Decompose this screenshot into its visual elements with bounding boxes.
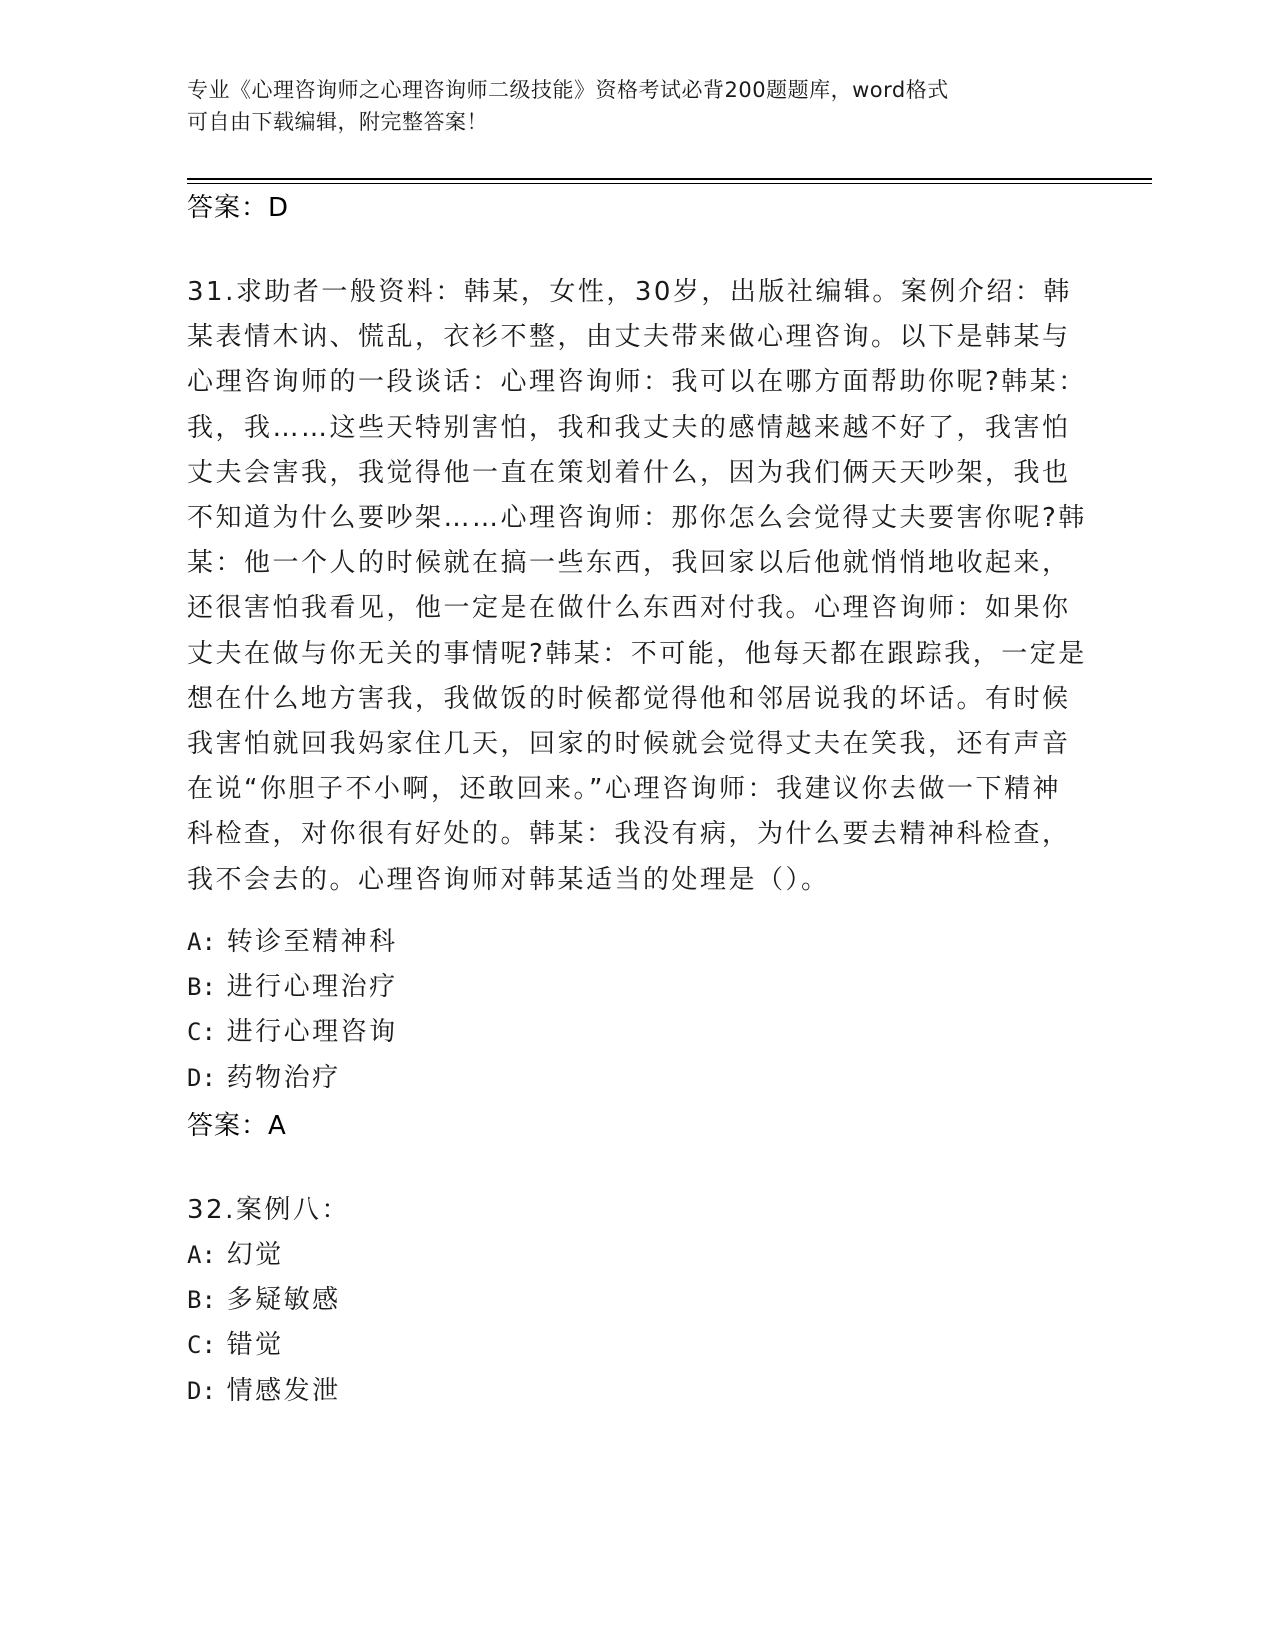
header-divider-thick — [187, 178, 1152, 180]
question-31-answer: 答案：A — [187, 1111, 287, 1141]
option-letter: B: — [187, 973, 216, 1002]
option-text: 错觉 — [226, 1330, 284, 1361]
header-line-1: 专业《心理咨询师之心理咨询师二级技能》资格考试必背200题题库，word格式 — [187, 78, 949, 102]
document-header — [187, 74, 1067, 138]
option-letter: D: — [187, 1376, 216, 1405]
option-text: 幻觉 — [226, 1240, 284, 1270]
question-31-text: 31.求助者一般资料：韩某，女性，30岁，出版社编辑。案例介绍：韩某表情木讷、慌乱，衣衫不整，由丈夫带来做心理咨询。以下是韩某与心理咨询师的一段谈话：心理咨询师：我可以在哪方面帮助你呢?韩某：我，我……这些天特别害怕，我和我丈夫的感情越来越不好了，我害怕丈夫会害我，我觉得他一直在策划着什么，因为我们俩天天吵架，我也不知道为什么要吵架……心理咨询师：那你怎么会觉得丈夫要害你呢?韩某：他一个人的时候就在搞一些东西，我回家以后他就悄悄地收起来，还很害怕我看见，他一定是在做什么东西对付我。心理咨询师：如果你丈夫在做与你无关的事情呢?韩某：不可能，他每天都在跟踪我，一定是想在什么地方害我，我做饭的时候都觉得他和邻居说我的坏话。有时候我害怕就回我妈家住几天，回家的时候就会觉得丈夫在笑我，还有声音在说“你胆子不小啊，还敢回来。”心理咨询师：我建议你去做一下精神科检查，对你很有好处的。韩某：我没有病，为什么要去精神科检查，我不会去的。心理咨询师对韩某适当的处理是（）。 — [187, 277, 1087, 895]
question-32-options — [187, 1233, 341, 1414]
option-letter: D: — [187, 1063, 216, 1092]
question-32-option-c — [187, 1323, 341, 1368]
option-text: 进行心理治疗 — [226, 972, 398, 1003]
option-letter: C: — [187, 1018, 216, 1047]
option-text: 情感发泄 — [226, 1375, 341, 1406]
question-32-text: 32.案例八： — [187, 1195, 350, 1225]
option-text: 多疑敏感 — [226, 1285, 341, 1316]
question-31-options — [187, 920, 398, 1101]
question-31-option-c — [187, 1010, 398, 1055]
option-letter: A: — [187, 928, 216, 956]
header-line-2: 可自由下载编辑，附完整答案！ — [187, 110, 488, 134]
header-divider-thin — [187, 183, 1152, 184]
previous-answer: 答案：D — [187, 193, 290, 223]
question-32-option-a — [187, 1233, 341, 1278]
question-31-option-b — [187, 965, 398, 1010]
question-31-option-d — [187, 1056, 398, 1101]
question-31-option-a — [187, 920, 398, 965]
option-text: 药物治疗 — [226, 1062, 341, 1093]
question-32-option-d — [187, 1369, 341, 1414]
option-text: 转诊至精神科 — [226, 927, 398, 957]
question-32-option-b — [187, 1278, 341, 1323]
option-letter: C: — [187, 1331, 216, 1360]
option-letter: A: — [187, 1241, 216, 1269]
option-letter: B: — [187, 1286, 216, 1315]
option-text: 进行心理咨询 — [226, 1017, 398, 1048]
